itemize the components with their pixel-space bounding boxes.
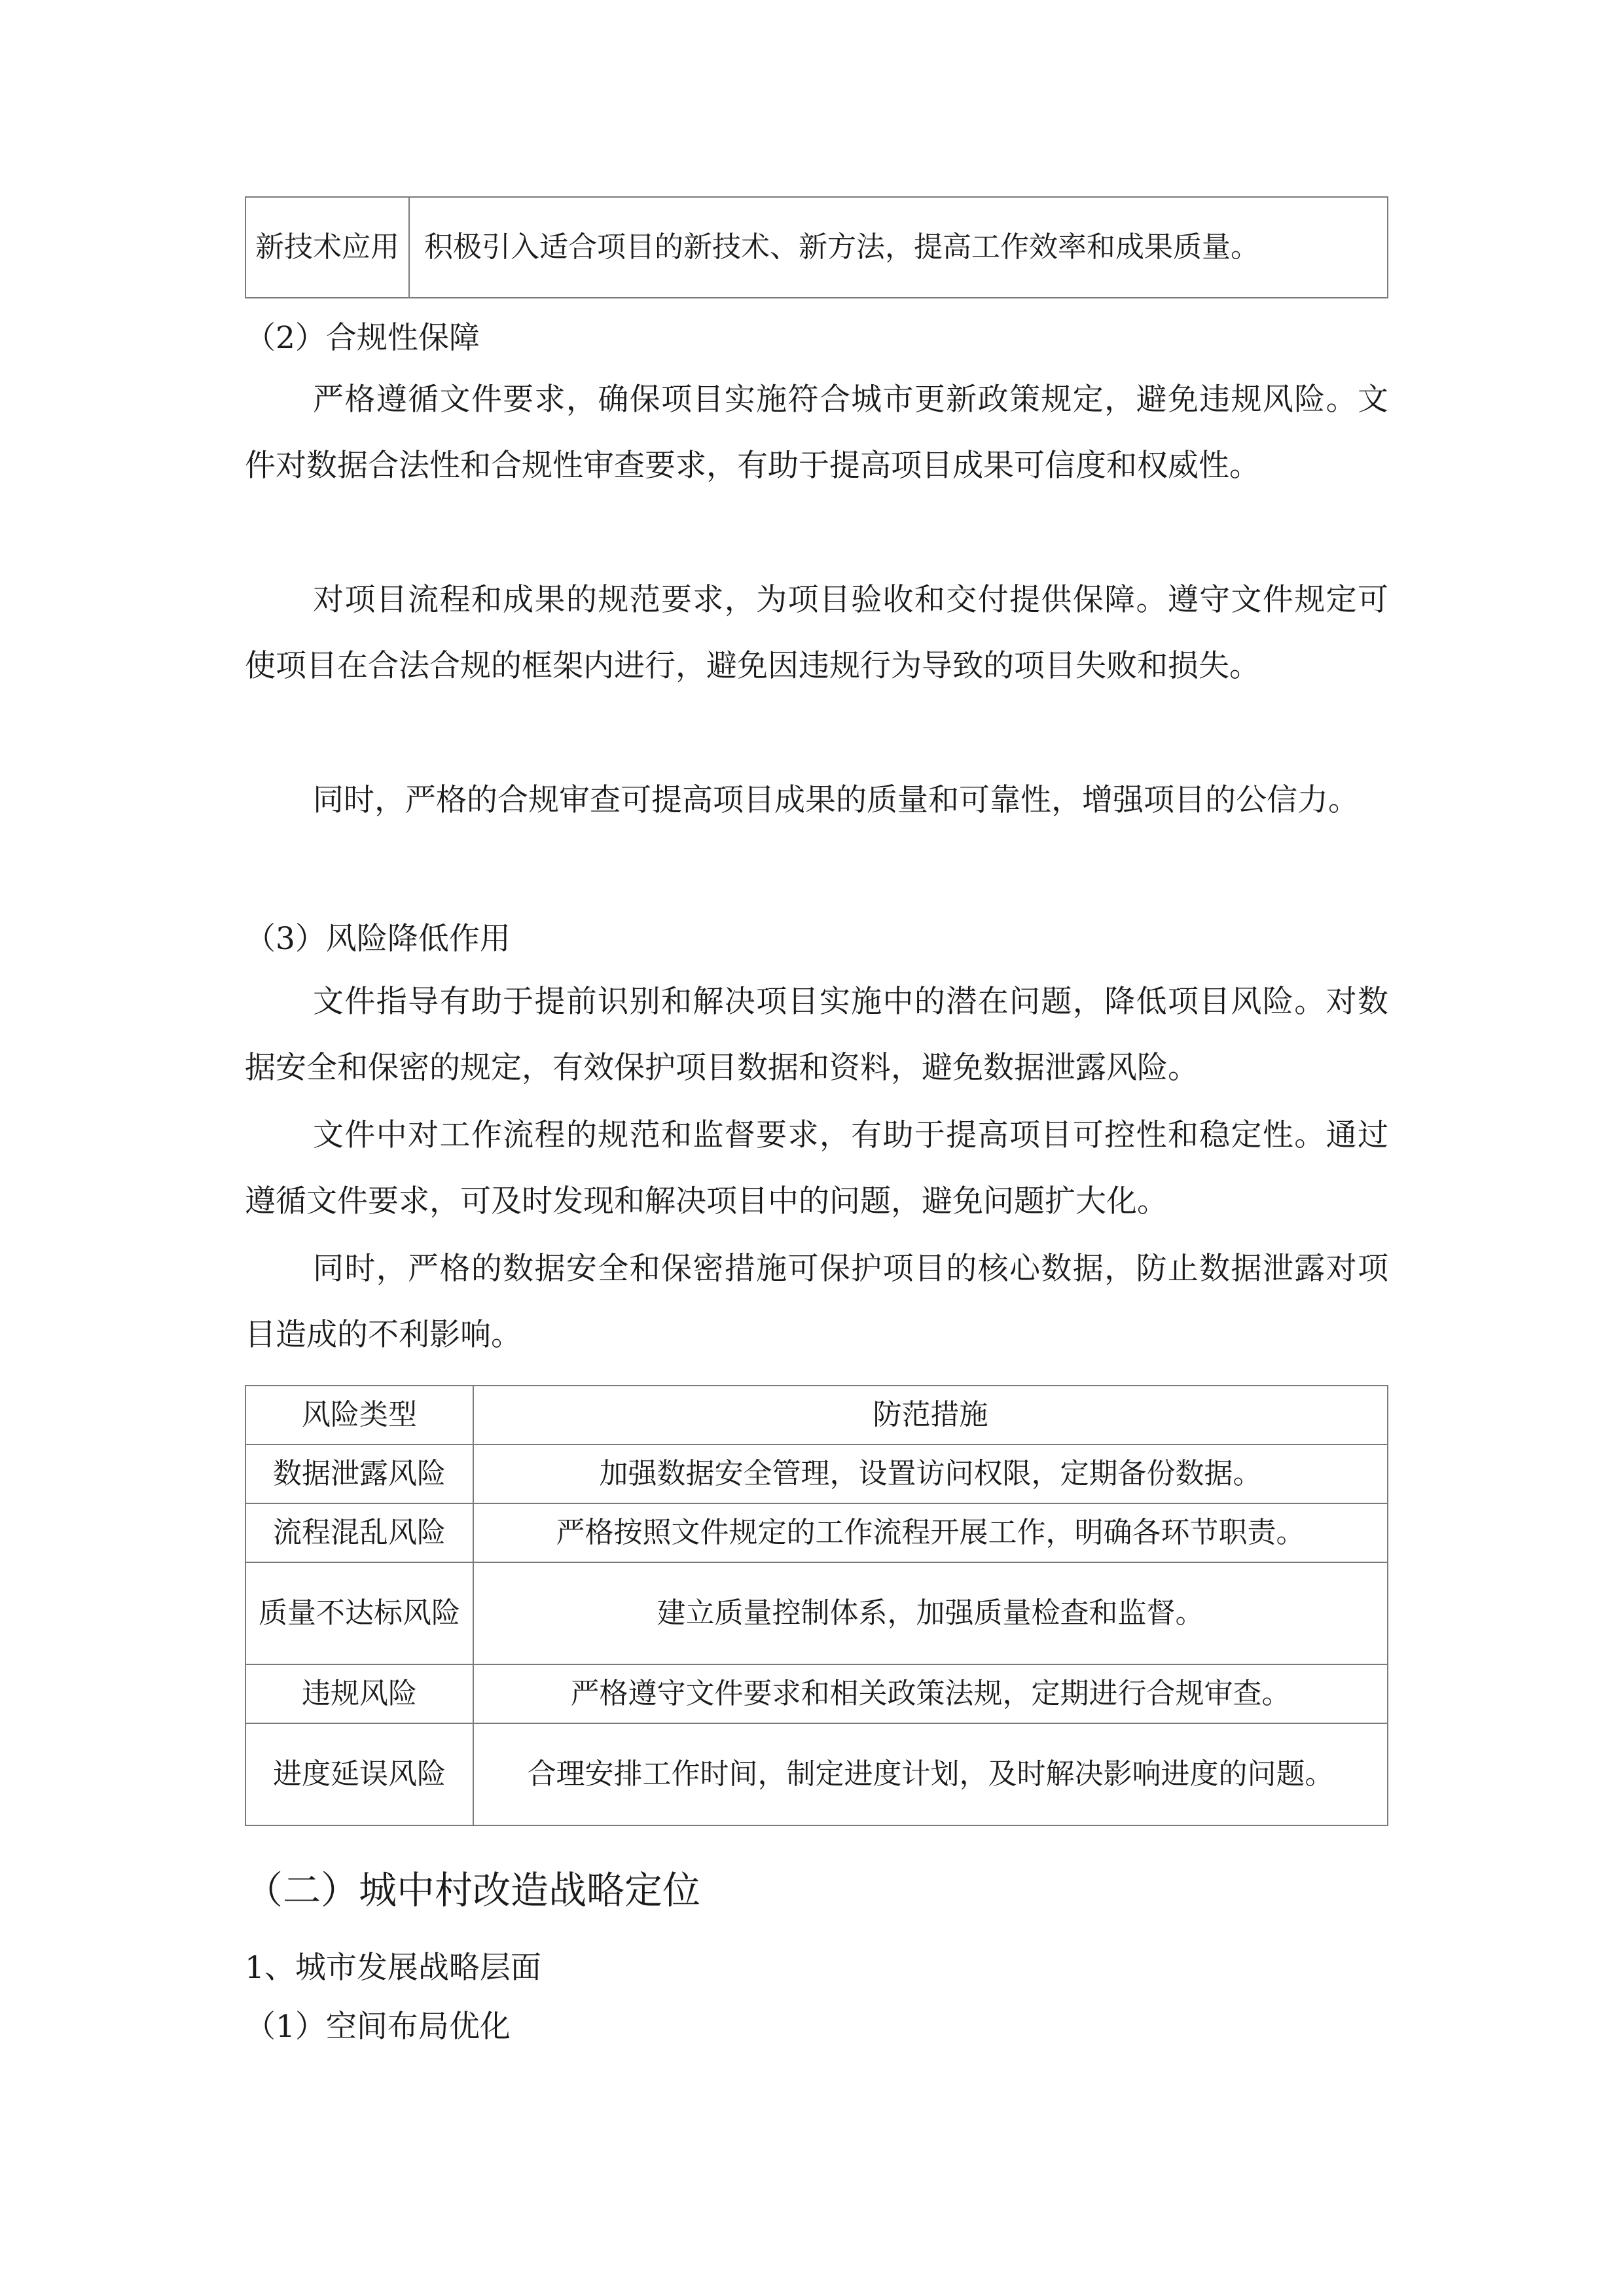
compliance-paragraph-3: 同时，严格的合规审查可提高项目成果的质量和可靠性，增强项目的公信力。 (313, 782, 1359, 818)
table-cell-type: 进度延误风险 (245, 1723, 473, 1825)
table-cell-type: 违规风险 (245, 1664, 473, 1723)
risk-table (245, 1385, 1388, 1826)
table-cell-type: 质量不达标风险 (245, 1562, 473, 1664)
compliance-paragraph-2: 对项目流程和成果的规范要求，为项目验收和交付提供保障。遵守文件规定可使项目在合法合规的框架内进行，避免因违规行为导致的项目失败和损失。 (245, 582, 1388, 684)
table-header-cell: 风险类型 (245, 1386, 473, 1444)
table-cell-measure: 建立质量控制体系，加强质量检查和监督。 (473, 1562, 1388, 1664)
compliance-paragraph-1: 严格遵循文件要求，确保项目实施符合城市更新政策规定，避免违规风险。文件对数据合法性和合规性审查要求，有助于提高项目成果可信度和权威性。 (245, 382, 1388, 484)
table-cell-value: 积极引入适合项目的新技术、新方法，提高工作效率和成果质量。 (409, 197, 1388, 298)
table-cell-measure: 严格按照文件规定的工作流程开展工作，明确各环节职责。 (473, 1503, 1388, 1562)
table-row (245, 1562, 1388, 1664)
section-two-subheading-2: （1）空间布局优化 (245, 2009, 511, 2045)
compliance-heading: （2）合规性保障 (245, 320, 480, 356)
section-two-subheading-1: 1、城市发展战略层面 (245, 1950, 541, 1986)
table-cell-measure: 合理安排工作时间，制定进度计划，及时解决影响进度的问题。 (473, 1723, 1388, 1825)
table-row (245, 1503, 1388, 1562)
risk-paragraph-3: 同时，严格的数据安全和保密措施可保护项目的核心数据，防止数据泄露对项目造成的不利影响。 (245, 1251, 1388, 1353)
table-cell-measure: 严格遵守文件要求和相关政策法规，定期进行合规审查。 (473, 1664, 1388, 1723)
table-cell-type: 数据泄露风险 (245, 1444, 473, 1503)
risk-heading: （3）风险降低作用 (245, 921, 511, 957)
table-row (245, 1664, 1388, 1723)
table-row (245, 197, 1388, 298)
table-row (245, 1723, 1388, 1825)
table-header-row (245, 1386, 1388, 1444)
risk-paragraph-2: 文件中对工作流程的规范和监督要求，有助于提高项目可控性和稳定性。通过遵循文件要求，可及时发现和解决项目中的问题，避免问题扩大化。 (245, 1117, 1388, 1219)
risk-paragraph-1: 文件指导有助于提前识别和解决项目实施中的潜在问题，降低项目风险。对数据安全和保密的规定，有效保护项目数据和资料，避免数据泄露风险。 (245, 984, 1388, 1086)
new-tech-table (245, 196, 1388, 298)
table-cell-measure: 加强数据安全管理，设置访问权限，定期备份数据。 (473, 1444, 1388, 1503)
table-header-cell: 防范措施 (473, 1386, 1388, 1444)
section-two-heading: （二）城中村改造战略定位 (245, 1868, 701, 1912)
table-cell-key: 新技术应用 (245, 197, 409, 298)
table-row (245, 1444, 1388, 1503)
table-cell-type: 流程混乱风险 (245, 1503, 473, 1562)
